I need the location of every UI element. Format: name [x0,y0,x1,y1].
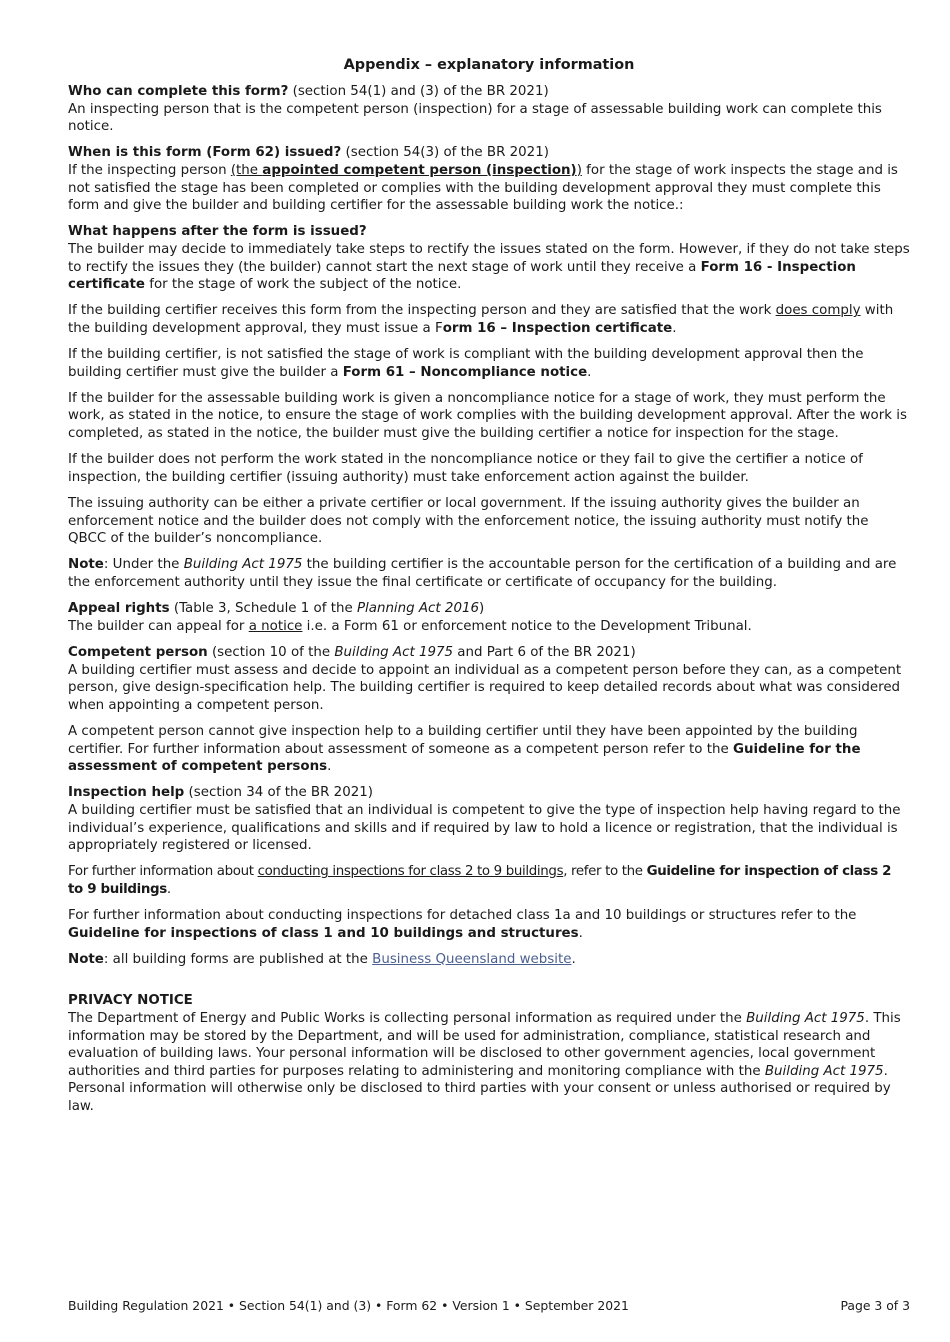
section-when-heading-line [68,144,910,162]
noncomply-text-part: If the building certifier, is not satisfied the stage of work is compliant with the building development approval then the building certifier must give the builder a [68,347,864,380]
paragraph-enforcement: If the builder does not perform the work stated in the noncompliance notice or they fail to give the certifier a notice of inspection, the building certifier (issuing authority) must take enforcement action against the builder. [68,452,863,485]
when-u-open: (the [230,162,263,178]
when-text-part-2: for the stage of work inspects the stage and is not satisfied the stage has been completed or complies with the building development approval they must complete this form and give the builder and building certifier for the assessable building work the notice.: [68,162,898,214]
noncomply-text-part-2: . [587,364,592,380]
business-queensland-link[interactable]: Business Queensland website [372,951,572,967]
paragraph-builder: If the builder for the assessable building work is given a noncompliance notice for a stage of work, they must perform the work, as stated in the notice, to ensure the stage of work complies with the building development approval. After the work is completed, as stated in the notice, the builder must give the building certifier a notice for inspection for the stage. [68,390,907,442]
guideline-class29-ref: Guideline for inspection of class 2 to 9 buildings [68,864,892,897]
section-inspection-heading: Inspection help [68,785,185,801]
note-2-label: Note [68,951,104,967]
section-inspection-text: A building certifier must be satisfied that an individual is competent to give the type of inspection help having regard to the individual’s experience, qualifications and skills and if required by law to hold a licence or registration, that the individual is appropriately registered or licensed. [68,802,901,854]
privacy-heading [68,992,910,1010]
paragraph-issuing-authority: The issuing authority can be either a private certifier or local government. If the issuing authority gives the builder an enforcement notice and the builder does not comply with the enforcement notice, the issuing authority must notify the QBCC of the builder’s noncompliance. [68,496,869,547]
section-after-text [68,241,910,294]
privacy-text-part-3: . Personal information will otherwise only be disclosed to third parties with your consent or unless authorised or required by law. [68,1063,891,1114]
inspection-ref: (section 34 of the BR 2021) [184,785,373,801]
section-competent-heading-line [68,644,910,662]
section-who-heading-line [68,83,910,101]
note-label: Note [68,557,104,573]
privacy-act-title-2: Building Act 1975 [764,1063,884,1079]
paragraph-comply [68,302,910,337]
section-who-heading: Who can complete this form? [68,84,289,99]
appeal-ref-part-2: ) [479,601,485,617]
page-content [68,56,910,1124]
section-when-text [68,162,910,215]
privacy-act-title: Building Act 1975 [746,1011,865,1027]
paragraph-competent-cannot [68,723,910,776]
section-inspection-heading-line [68,784,910,802]
section-after-heading-text: What happens after the form is issued? [68,224,367,240]
guideline-class1-ref: Guideline for inspections of class 1 and 10 buildings and structures [68,925,579,941]
paragraph-class-2-9 [68,863,910,898]
appeal-ref-part: (Table 3, Schedule 1 of the [169,601,357,617]
class29-text-part-2: , refer to the [563,864,647,880]
note-text-part: : Under the [103,557,184,573]
comply-text-part: If the building certifier receives this form from the inspecting person and they are satisfied that the work [68,303,776,319]
note-building-act [68,556,910,591]
paragraph-class-1-10 [68,907,910,942]
footer-document-info: Building Regulation 2021 • Section 54(1) and (3) • Form 62 • Version 1 • September 2021 [68,1298,629,1313]
form61-ref: Form 61 – Noncompliance notice [342,364,588,380]
note-act-title: Building Act 1975 [183,557,303,573]
section-who [68,83,910,136]
appeal-act-title: Planning Act 2016 [356,601,479,617]
section-inspection-help [68,784,910,854]
page-title: Appendix – explanatory information [343,57,635,73]
section-who-text: An inspecting person that is the competent person (inspection) for a stage of assessable building work can complete this notice. [68,101,882,135]
a-notice-phrase: a notice [248,618,303,634]
appeal-text-part: The builder can appeal for [68,618,249,634]
class29-text-part: For further information about [68,864,258,880]
paragraph-noncomply [68,346,910,381]
class29-inspections-phrase: conducting inspections for class 2 to 9 buildings [257,864,564,880]
appeal-text-part-2: i.e. a Form 61 or enforcement notice to the Development Tribunal. [302,618,752,634]
comply-text-part-2: with the building development approval, they must issue a F [68,303,894,336]
privacy-heading-text: PRIVACY NOTICE [68,993,193,1009]
class29-text-part-3: . [166,881,171,897]
privacy-text-part: The Department of Energy and Public Works is collecting personal information as required under the [68,1011,747,1027]
section-appeal-heading-line [68,600,910,618]
when-u-close: ) [576,162,582,178]
privacy-text-part-2: . This information may be stored by the Department, and will be used for administration, compliance, statistical research and evaluation of building laws. Your personal information will be disclosed to other government agencies, local government authorities and third parties for purposes relating to administering and monitoring compliance with the [68,1011,901,1079]
privacy-text [68,1010,910,1116]
when-u-bold: appointed competent person (inspection) [262,162,577,178]
guideline-competent-ref: Guideline for the assessment of competent persons [68,741,861,775]
footer-page-number: Page 3 of 3 [840,1298,910,1313]
form16-ref: Form 16 - Inspection certificate [68,259,856,293]
cannot-text-part-2: . [327,759,332,775]
competent-ref-part-2: and Part 6 of the BR 2021) [453,644,636,660]
does-comply-phrase: does comply [775,303,861,319]
after-text-part: The builder may decide to immediately take steps to rectify the issues stated on the form. However, if they do not take steps to rectify the issues they (the builder) cannot start the next stage of work until they receive a [68,241,910,275]
section-appeal [68,600,910,635]
note-2-text-part: : all building forms are published at the [103,951,373,967]
section-appeal-text [68,618,910,636]
note-2-text-part-2: . [571,951,576,967]
section-when-ref: (section 54(3) of the BR 2021) [341,145,549,161]
after-text-part-2: for the stage of work the subject of the notice. [145,277,462,293]
form16-ref-2: orm 16 – Inspection certificate [442,320,673,336]
class1-text-part: For further information about conducting inspections for detached class 1a and 10 buildings or structures refer to the [68,908,857,924]
section-privacy [68,992,910,1115]
section-after-heading [68,223,910,241]
section-when [68,144,910,214]
note-forms-published [68,951,910,969]
when-text-part: If the inspecting person [68,162,231,178]
section-who-ref: (section 54(1) and (3) of the BR 2021) [288,84,549,99]
appointed-person-phrase [231,163,582,178]
section-competent-text: A building certifier must assess and decide to appoint an individual as a competent person before they can, as a competent person, give design-specification help. The building certifier is required to keep detailed records about what was considered when appointing a competent person. [68,662,902,713]
competent-ref-part: (section 10 of the [207,644,335,660]
cannot-text-part: A competent person cannot give inspection help to a building certifier until they have been appointed by the building certifier. For further information about assessment of someone as a competent person refer to the [68,723,858,757]
section-appeal-heading: Appeal rights [68,601,170,617]
page-footer [68,1298,910,1314]
section-competent [68,644,910,714]
section-after [68,223,910,293]
section-competent-heading: Competent person [68,644,208,660]
competent-act-title: Building Act 1975 [334,644,454,660]
section-when-heading: When is this form (Form 62) issued? [68,145,342,161]
class1-text-part-2: . [578,925,583,941]
note-text-part-2: the building certifier is the accountable person for the certification of a building and are the enforcement authority until they issue the final certificate or certificate of occupancy for the building. [68,557,897,590]
comply-text-part-3: . [672,320,677,336]
